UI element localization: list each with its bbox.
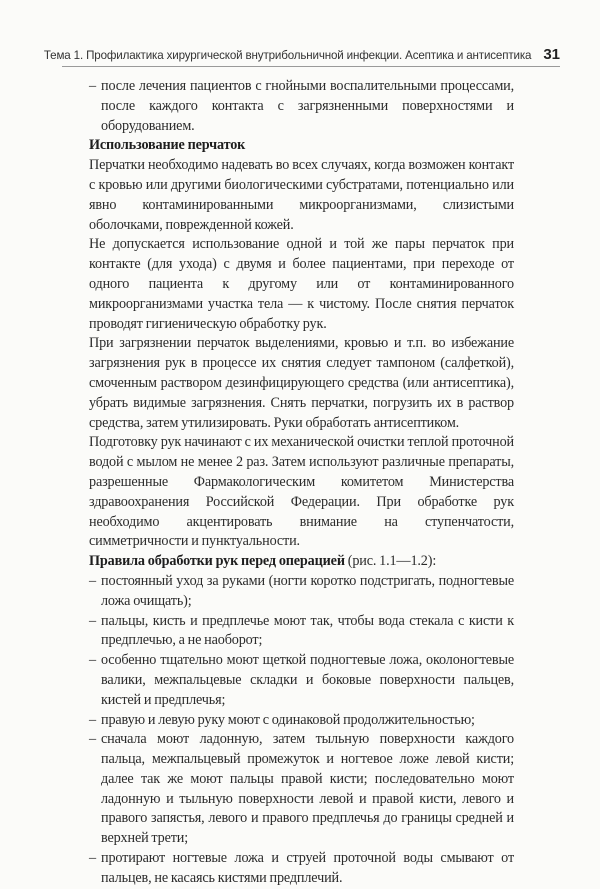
list-item-text: сначала моют ладонную, затем тыльную поверхности каждого пальца, межпальцевый промежуток и ногтевое ложе левой кисти; далее так же моют пальцы правой кисти; последовательно моют ладонную и тыльную поверхности левой и правой кисти, левого и правого запястья, левого и правого предплечья до границы средней и верхней трети; [101, 731, 514, 847]
list-item-text: протирают ногтевые ложа и струей проточной воды смывают от пальцев, не касаясь кистями предплечий. [101, 850, 514, 886]
page-number: 31 [543, 46, 560, 63]
list-item [89, 651, 514, 710]
dash-marker: – [89, 572, 96, 589]
rules-heading-title: Правила обработки рук перед операцией [89, 553, 345, 570]
list-item-text: правую и левую руку моют с одинаковой продолжительностью; [101, 711, 475, 728]
rules-heading [89, 552, 514, 572]
dash-marker: – [89, 850, 96, 867]
dash-marker: – [89, 612, 96, 629]
list-item [89, 730, 514, 849]
figure-reference: (рис. 1.1—1.2): [344, 553, 437, 570]
list-item [89, 849, 514, 889]
dash-marker: – [89, 78, 96, 94]
list-item [89, 711, 514, 731]
list-item [89, 77, 514, 136]
dash-marker: – [89, 711, 96, 728]
list-item-text: особенно тщательно моют щеткой подногтевые ложа, околоногтевые валики, межпальцевые складки и боковые поверхности пальцев, кистей и предплечья; [101, 652, 514, 708]
section-heading-gloves: Использование перчаток [89, 137, 246, 154]
list-item-text: после лечения пациентов с гнойными воспалительными процессами, после каждого контакта с загрязненными поверхностями и оборудованием. [101, 78, 514, 134]
header-title: Тема 1. Профилактика хирургической внутрибольничной инфекции. Асептика и антисептика [43, 49, 532, 62]
dash-marker: – [89, 652, 96, 669]
paragraph: Не допускается использование одной и той же пары перчаток при контакте (для ухода) с двумя и более пациентами, при переходе от одного пациента к другому или от контаминированного микроорганизмами участка тела — к чистому. После снятия перчаток проводят гигиеническую обработку рук. [89, 236, 514, 332]
paragraph: При загрязнении перчаток выделениями, кровью и т.п. во избежание загрязнения рук в процессе их снятия следует тампоном (салфеткой), смоченным раствором дезинфицирующего средства (или антисептика), убрать видимые загрязнения. Снять перчатки, погрузить их в раствор средства, затем утилизировать. Руки обработать антисептиком. [89, 335, 514, 431]
dash-marker: – [89, 731, 96, 748]
list-item-text: пальцы, кисть и предплечье моют так, чтобы вода стекала с кисти к предплечью, а не наоборот; [101, 612, 514, 649]
list-item [89, 572, 514, 612]
page-body [89, 77, 514, 889]
paragraph: Подготовку рук начинают с их механической очистки теплой проточной водой с мылом не менее 2 раз. Затем используют различные препараты, разрешенные Фармакологическим комитетом Министерства здравоохранения Российской Федерации. При обработке рук необходимо акцентировать внимание на ступенчатости, симметричности и пунктуальности. [89, 434, 514, 550]
list-item [89, 612, 514, 652]
paragraph: Перчатки необходимо надевать во всех случаях, когда возможен контакт с кровью или другими биологическими субстратами, потенциально или явно контаминированными микроорганизмами, слизистыми оболочками, поврежденной кожей. [89, 157, 514, 233]
running-header [43, 44, 560, 67]
list-item-text: постоянный уход за руками (ногти коротко подстригать, подногтевые ложа очищать); [101, 572, 514, 609]
